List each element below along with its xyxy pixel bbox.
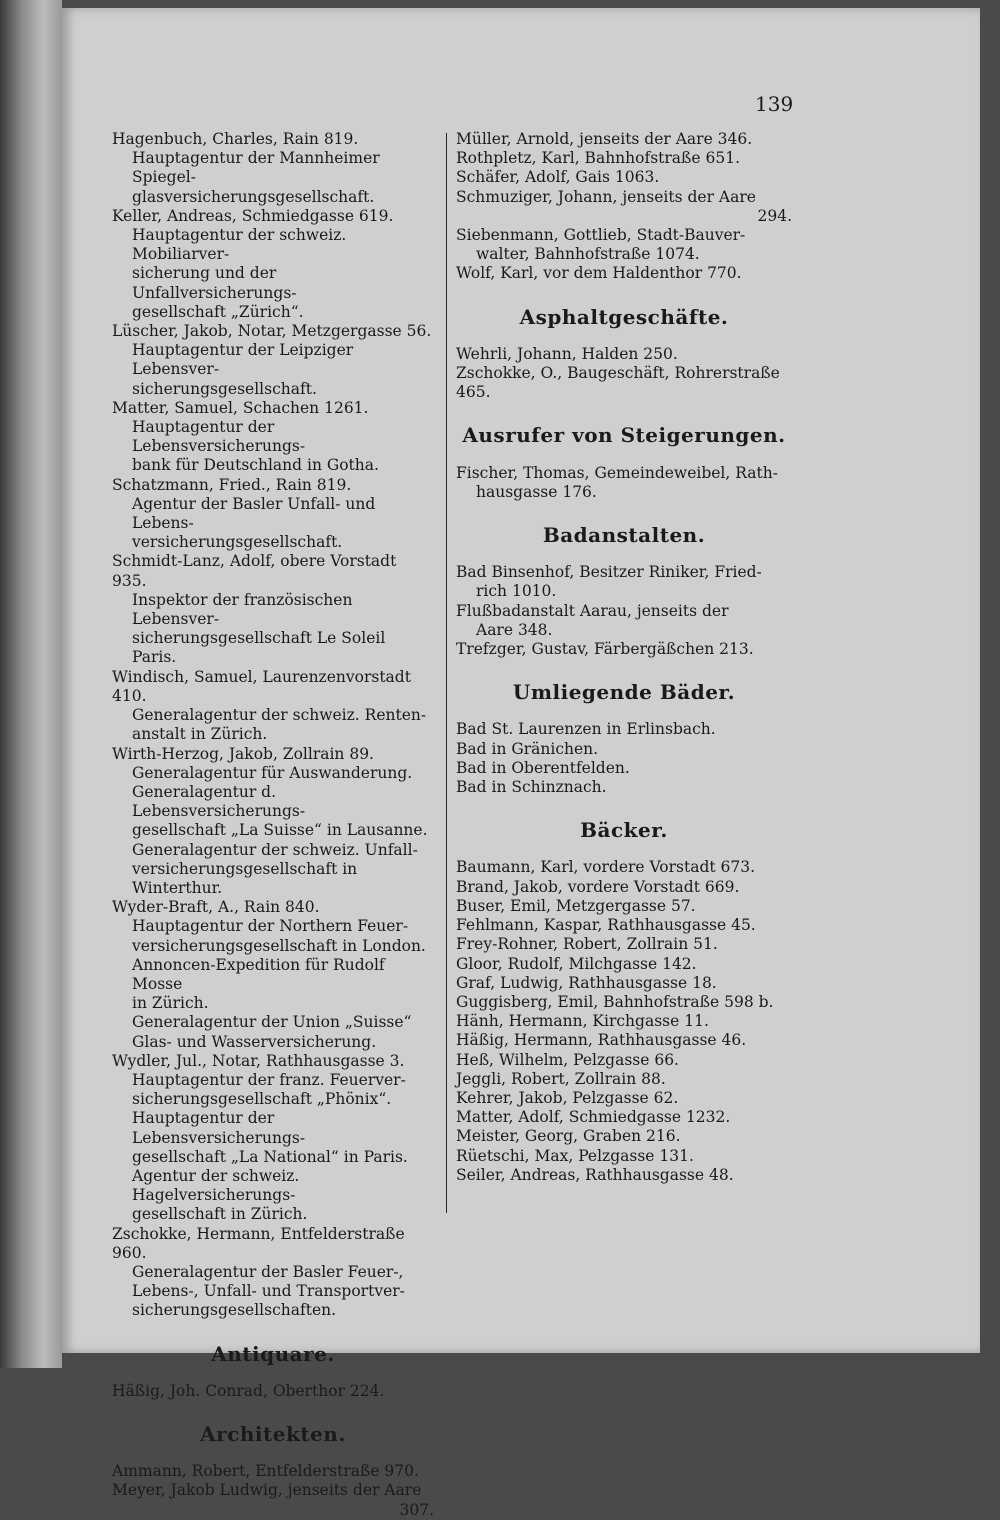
entry-name: Müller, Arnold, jenseits der Aare 346. bbox=[456, 130, 753, 148]
column-divider bbox=[446, 133, 447, 1213]
directory-entry bbox=[112, 1225, 434, 1321]
entry-name: Matter, Adolf, Schmiedgasse 1232. bbox=[456, 1108, 731, 1127]
entry-name: Ammann, Robert, Entfelderstraße 970. bbox=[112, 1462, 419, 1481]
directory-entry bbox=[456, 640, 792, 659]
entry-name: Frey-Rohner, Robert, Zollrain 51. bbox=[456, 935, 718, 954]
directory-entry bbox=[456, 897, 792, 916]
directory-entry bbox=[456, 720, 792, 739]
entry-name: Baumann, Karl, vordere Vorstadt 673. bbox=[456, 858, 756, 877]
entry-detail: gesellschaft „La Suisse“ in Lausanne. bbox=[132, 821, 428, 840]
entry-name: Keller, Andreas, Schmiedgasse 619. bbox=[112, 206, 394, 225]
entry-name: Zschokke, Hermann, Entfelderstraße 960. bbox=[112, 1224, 405, 1262]
entry-name: Wyder-Braft, A., Rain 840. bbox=[112, 898, 320, 917]
entry-detail: Generalagentur der schweiz. Renten- bbox=[132, 706, 427, 725]
section-heading: Umliegende Bäder. bbox=[512, 680, 736, 705]
directory-entry bbox=[456, 1031, 792, 1050]
entry-name: Heß, Wilhelm, Pelzgasse 66. bbox=[456, 1050, 679, 1069]
entry-detail: Generalagentur für Auswanderung. bbox=[132, 763, 413, 782]
directory-entry bbox=[112, 898, 434, 1052]
entry-detail: Generalagentur der schweiz. Unfall- bbox=[132, 840, 418, 859]
section-heading: Bäcker. bbox=[580, 818, 668, 843]
entry-detail: versicherungsgesellschaft in Winterthur. bbox=[132, 859, 358, 897]
entry-detail: sicherung und der Unfallversicherungs- bbox=[132, 264, 297, 302]
directory-entry bbox=[456, 563, 792, 601]
entry-name: Brand, Jakob, vordere Vorstadt 669. bbox=[456, 877, 740, 896]
entry-detail: Generalagentur der Basler Feuer-, bbox=[132, 1262, 404, 1281]
entry-detail: Annoncen-Expedition für Rudolf Mosse bbox=[132, 955, 385, 993]
directory-entry bbox=[456, 188, 792, 226]
entry-name: Fischer, Thomas, Gemeindeweibel, Rath- bbox=[456, 463, 778, 482]
directory-entry bbox=[112, 552, 434, 667]
directory-entry bbox=[456, 364, 792, 402]
entry-name: Buser, Emil, Metzgergasse 57. bbox=[456, 896, 696, 915]
entry-detail: sicherungsgesellschaften. bbox=[132, 1301, 337, 1320]
directory-entry bbox=[456, 1070, 792, 1089]
entry-name: Bad St. Laurenzen in Erlinsbach. bbox=[456, 720, 716, 739]
section-heading: Badanstalten. bbox=[542, 523, 706, 548]
entry-name: Zschokke, O., Baugeschäft, Rohrerstraße 465. bbox=[456, 364, 780, 402]
entry-name: Wolf, Karl, vor dem Haldenthor 770. bbox=[456, 264, 742, 283]
directory-entry bbox=[456, 1108, 792, 1127]
left-sections bbox=[112, 1341, 434, 1520]
directory-entry bbox=[456, 778, 792, 797]
entry-name: Wehrli, Johann, Halden 250. bbox=[456, 344, 678, 363]
entry-detail: Hauptagentur der franz. Feuerver- bbox=[132, 1070, 406, 1089]
entry-detail: glasversicherungsgesellschaft. bbox=[132, 187, 375, 206]
directory-entry bbox=[456, 1051, 792, 1070]
entry-name: Wydler, Jul., Notar, Rathhausgasse 3. bbox=[112, 1051, 405, 1070]
entry-detail: Hauptagentur der Lebensversicherungs- bbox=[132, 1109, 306, 1147]
entry-name: Flußbadanstalt Aarau, jenseits der bbox=[456, 601, 729, 620]
entry-detail: in Zürich. bbox=[132, 994, 209, 1013]
entry-name: Lüscher, Jakob, Notar, Metzgergasse 56. bbox=[112, 322, 432, 341]
directory-entry bbox=[456, 878, 792, 897]
right-sections bbox=[456, 304, 792, 1185]
entry-name: Fehlmann, Kaspar, Rathhausgasse 45. bbox=[456, 916, 756, 935]
entry-name: Schmidt-Lanz, Adolf, obere Vorstadt 935. bbox=[112, 552, 397, 590]
entry-name: Rüetschi, Max, Pelzgasse 131. bbox=[456, 1146, 694, 1165]
entry-name: Seiler, Andreas, Rathhausgasse 48. bbox=[456, 1165, 734, 1184]
entry-detail: Lebens-, Unfall- und Transportver- bbox=[132, 1282, 405, 1301]
entry-detail: Inspektor der französischen Lebensver- bbox=[132, 590, 353, 629]
directory-entry bbox=[456, 1127, 792, 1146]
entry-detail: Hauptagentur der Northern Feuer- bbox=[132, 917, 409, 936]
section-heading: Architekten. bbox=[200, 1422, 346, 1446]
left-entries bbox=[112, 130, 434, 1321]
book-spine bbox=[0, 0, 62, 1368]
entry-name: Meister, Georg, Graben 216. bbox=[456, 1127, 681, 1146]
entry-name: Schäfer, Adolf, Gais 1063. bbox=[456, 168, 660, 187]
entry-detail: sicherungsgesellschaft „Phönix“. bbox=[132, 1090, 392, 1109]
directory-entry bbox=[112, 1052, 434, 1225]
page-number: 139 bbox=[755, 92, 794, 116]
entry-detail: anstalt in Zürich. bbox=[132, 725, 268, 744]
directory-entry bbox=[456, 759, 792, 778]
entry-detail: bank für Deutschland in Gotha. bbox=[132, 456, 379, 475]
directory-entry bbox=[112, 130, 434, 207]
entry-name: Wirth-Herzog, Jakob, Zollrain 89. bbox=[112, 744, 374, 763]
entry-detail: gesellschaft in Zürich. bbox=[132, 1205, 308, 1224]
entry-name: Bad in Gränichen. bbox=[456, 739, 599, 758]
entry-detail: Glas- und Wasserversicherung. bbox=[132, 1032, 377, 1051]
entry-detail: gesellschaft „La National“ in Paris. bbox=[132, 1147, 408, 1166]
directory-entry bbox=[112, 399, 434, 476]
directory-entry bbox=[456, 226, 792, 264]
directory-entry bbox=[456, 955, 792, 974]
entry-detail: Hauptagentur der schweiz. Mobiliarver- bbox=[132, 226, 347, 264]
directory-entry bbox=[112, 207, 434, 322]
directory-entry bbox=[112, 322, 434, 399]
section-heading: Asphaltgeschäfte. bbox=[519, 304, 729, 329]
entry-name: Bad in Oberentfelden. bbox=[456, 758, 630, 777]
directory-entry bbox=[456, 264, 792, 283]
directory-entry bbox=[112, 1382, 434, 1401]
entry-detail: sicherungsgesellschaft Le Soleil Paris. bbox=[132, 629, 386, 667]
entry-continuation: 294. bbox=[757, 206, 792, 225]
directory-entry bbox=[112, 668, 434, 745]
entry-name: Guggisberg, Emil, Bahnhofstraße 598 b. bbox=[456, 992, 774, 1011]
entry-name: Kehrer, Jakob, Pelzgasse 62. bbox=[456, 1088, 679, 1107]
entry-name: Hänh, Hermann, Kirchgasse 11. bbox=[456, 1012, 709, 1031]
entry-detail: gesellschaft „Zürich“. bbox=[132, 302, 304, 321]
directory-entry bbox=[456, 1166, 792, 1185]
directory-entry bbox=[456, 149, 792, 168]
entry-detail: Hauptagentur der Mannheimer Spiegel- bbox=[132, 149, 380, 187]
directory-entry bbox=[456, 602, 792, 640]
directory-entry bbox=[456, 1012, 792, 1031]
entry-detail: Aare 348. bbox=[476, 620, 553, 639]
entry-name: Gloor, Rudolf, Milchgasse 142. bbox=[456, 954, 697, 973]
directory-entry bbox=[456, 935, 792, 954]
entry-detail: Hauptagentur der Lebensversicherungs- bbox=[132, 418, 306, 456]
directory-entry bbox=[112, 476, 434, 553]
entry-detail: rich 1010. bbox=[476, 582, 557, 601]
entry-detail: Hauptagentur der Leipziger Lebensver- bbox=[132, 341, 354, 379]
entry-name: Häßig, Hermann, Rathhausgasse 46. bbox=[456, 1031, 747, 1050]
entry-name: Matter, Samuel, Schachen 1261. bbox=[112, 398, 369, 417]
entry-name: Trefzger, Gustav, Färbergäßchen 213. bbox=[456, 640, 754, 659]
directory-entry bbox=[112, 1481, 434, 1519]
directory-entry bbox=[112, 1462, 434, 1481]
directory-entry bbox=[456, 1089, 792, 1108]
directory-entry bbox=[456, 993, 792, 1012]
entry-detail: walter, Bahnhofstraße 1074. bbox=[476, 245, 700, 264]
directory-entry bbox=[456, 916, 792, 935]
entry-name: Schatzmann, Fried., Rain 819. bbox=[112, 475, 352, 494]
entry-name: Bad in Schinznach. bbox=[456, 778, 607, 797]
entry-detail: versicherungsgesellschaft in London. bbox=[132, 936, 426, 955]
entry-name: Hagenbuch, Charles, Rain 819. bbox=[112, 130, 359, 148]
entry-name: Häßig, Joh. Conrad, Oberthor 224. bbox=[112, 1381, 385, 1400]
right-top-entries bbox=[456, 130, 792, 284]
directory-entry bbox=[456, 464, 792, 502]
directory-entry bbox=[456, 974, 792, 993]
entry-detail: Agentur der Basler Unfall- und Lebens- bbox=[132, 494, 376, 533]
entry-name: Meyer, Jakob Ludwig, jenseits der Aare bbox=[112, 1481, 422, 1500]
directory-entry bbox=[456, 345, 792, 364]
directory-entry bbox=[456, 130, 792, 149]
entry-name: Jeggli, Robert, Zollrain 88. bbox=[456, 1069, 666, 1088]
directory-entry bbox=[456, 1147, 792, 1166]
entry-detail: Generalagentur d. Lebensversicherungs- bbox=[132, 782, 306, 821]
entry-name: Siebenmann, Gottlieb, Stadt-Bauver- bbox=[456, 226, 746, 245]
directory-entry bbox=[456, 858, 792, 877]
left-column bbox=[112, 130, 434, 1520]
directory-entry bbox=[456, 168, 792, 187]
entry-name: Bad Binsenhof, Besitzer Riniker, Fried- bbox=[456, 563, 762, 582]
entry-detail: sicherungsgesellschaft. bbox=[132, 379, 317, 398]
section-heading: Ausrufer von Steigerungen. bbox=[462, 423, 786, 448]
entry-detail: hausgasse 176. bbox=[476, 482, 597, 501]
entry-name: Graf, Ludwig, Rathhausgasse 18. bbox=[456, 973, 717, 992]
entry-detail: Generalagentur der Union „Suisse“ bbox=[132, 1013, 412, 1032]
entry-name: Schmuziger, Johann, jenseits der Aare bbox=[456, 187, 756, 206]
entry-detail: Agentur der schweiz. Hagelversicherungs- bbox=[132, 1166, 300, 1205]
section-heading: Antiquare. bbox=[211, 1341, 335, 1366]
directory-entry bbox=[112, 745, 434, 899]
entry-name: Windisch, Samuel, Laurenzenvorstadt 410. bbox=[112, 667, 411, 705]
entry-name: Rothpletz, Karl, Bahnhofstraße 651. bbox=[456, 149, 741, 168]
entry-detail: versicherungsgesellschaft. bbox=[132, 533, 343, 552]
right-column bbox=[456, 130, 792, 1185]
entry-continuation: 307. bbox=[399, 1500, 434, 1519]
directory-entry bbox=[456, 740, 792, 759]
